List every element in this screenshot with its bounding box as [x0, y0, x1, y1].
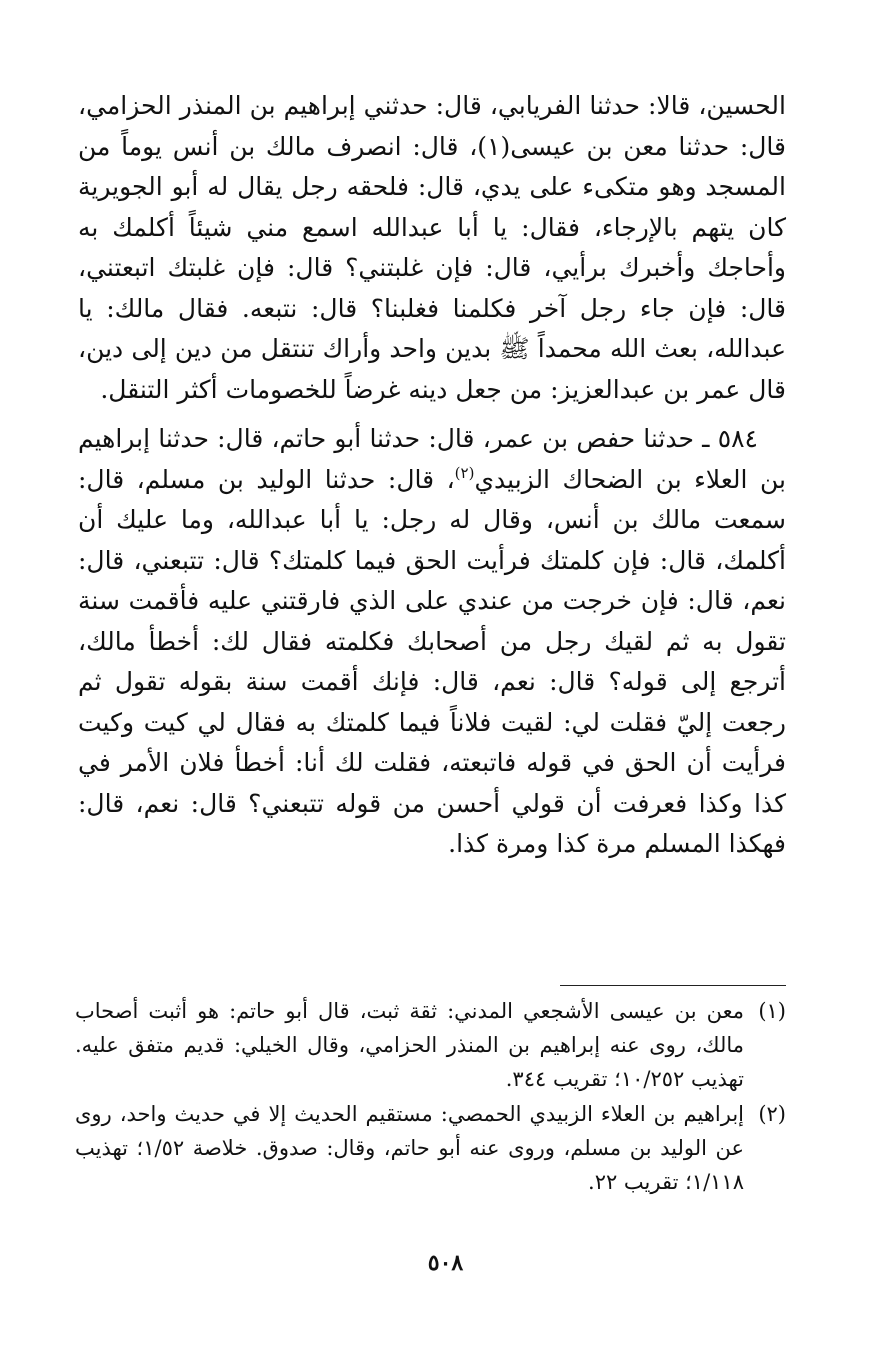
paragraph-2-text-end: ، قال: حدثنا الوليد بن مسلم، قال: سمعت مالك بن أنس، وقال له رجل: يا أبا عبدالله، وما عليك أن أكلمك، قال: فإن كلمتك فرأيت الحق فيما كلمتك؟ قال: تتبعني، قال: نعم، قال: فإن خرجت من عندي على الذي فارقتني عليه فأقمت سنة تقول به ثم لقيك رجل من أصحابك فكلمته فقال لك: أخطأ مالك، أترجع إلى قوله؟ قال: نعم، قال: فإنك أقمت سنة بقوله تقول ثم رجعت إليّ فقلت لي: لقيت فلاناً فيما كلمتك به فقال لي كيت وكيت فرأيت أن الحق في قوله فاتبعته، فقلت لك أنا: أخطأ فلان الأمر في كذا وكذا فعرفت أن قولي أحسن من قوله تتبعني؟ قال: نعم، قال: فهكذا المسلم مرة كذا ومرة كذا. [78, 464, 786, 858]
main-text [78, 86, 786, 865]
footnote-1-text: معن بن عيسى الأشجعي المدني: ثقة ثبت، قال أبو حاتم: هو أثبت أصحاب مالك، روى عنه إبراهيم بن المنذر الحزامي، وقال الخيلي: قديم متفق عليه. تهذيب ١٠/٢٥٢؛ تقريب ٣٤٤. [75, 999, 744, 1091]
paragraph-2 [78, 419, 786, 865]
footnote-2 [75, 1097, 786, 1199]
footnote-2-text: إبراهيم بن العلاء الزبيدي الحمصي: مستقيم الحديث إلا في حديث واحد، روى عن الوليد بن مسلم، وروى عنه أبو حاتم، وقال: صدوق. خلاصة ١/٥٢؛ تهذيب ١/١١٨؛ تقريب ٢٢. [75, 1102, 744, 1194]
footnote-2-number: (٢) [758, 1102, 786, 1126]
paragraph-1 [78, 86, 786, 410]
footnote-separator [560, 985, 786, 986]
paragraph-1-text: الحسين، قالا: حدثنا الفريابي، قال: حدثني إبراهيم بن المنذر الحزامي، قال: حدثنا معن بن عيسى(١)، قال: انصرف مالك بن أنس يوماً من المسجد وهو متكىء على يدي، قال: فلحقه رجل يقال له أبو الجويرية كان يتهم بالإرجاء، فقال: يا أبا عبدالله اسمع مني شيئاً أكلمك به وأحاجك وأخبرك برأيي، قال: فإن غلبتني؟ قال: فإن غلبتك اتبعتني، قال: فإن جاء رجل آخر فكلمنا فغلبنا؟ قال: نتبعه. فقال مالك: يا عبدالله، بعث الله محمداً ﷺ بدين واحد وأراك تنتقل من دين إلى دين، قال عمر بن عبدالعزيز: من جعل دينه غرضاً للخصومات أكثر التنقل. [78, 91, 786, 404]
footnotes [75, 994, 786, 1199]
footnote-1-number: (١) [758, 999, 786, 1023]
footnote-1 [75, 994, 786, 1096]
page-number: ٥٠٨ [427, 1250, 464, 1276]
paragraph-2-text-start: ٥٨٤ ـ حدثنا حفص بن عمر، قال: حدثنا أبو حاتم، قال: حدثنا إبراهيم بن العلاء بن الضحاك الزبيدي [78, 424, 786, 494]
footnote-ref-2: (٢) [454, 463, 475, 482]
